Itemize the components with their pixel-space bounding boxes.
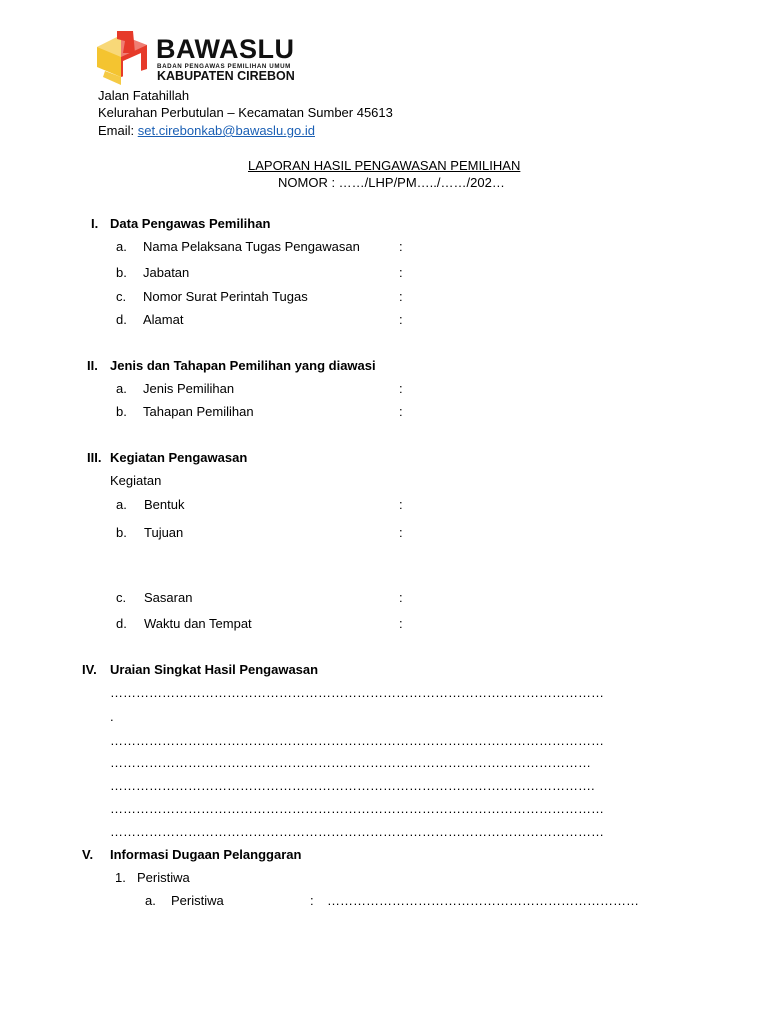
item-colon: :	[399, 616, 403, 631]
section-number: I.	[91, 216, 99, 231]
logo-subtitle: BADAN PENGAWAS PEMILIHAN UMUM	[157, 63, 291, 70]
item-label: Tahapan Pemilihan	[143, 404, 254, 419]
item-label: Nomor Surat Perintah Tugas	[143, 289, 308, 304]
item-letter: b.	[116, 525, 127, 540]
logo-name: BAWASLU	[156, 34, 295, 64]
subitem-number: 1.	[115, 870, 126, 885]
item-letter: b.	[116, 265, 127, 280]
item-value: ………………………………………………………………	[327, 893, 639, 908]
section-number: II.	[87, 358, 98, 373]
section-title: Uraian Singkat Hasil Pengawasan	[110, 662, 319, 677]
section-title: Informasi Dugaan Pelanggaran	[110, 847, 302, 862]
item-colon: :	[399, 239, 403, 254]
item-label: Waktu dan Tempat	[144, 616, 252, 631]
dotted-line: ……………………………………………………………………………………………………	[110, 824, 604, 839]
document-number: NOMOR : ……/LHP/PM…../……/202…	[278, 175, 505, 190]
dotted-line: …………………………………………………………………………………………………	[110, 755, 591, 770]
section-title: Data Pengawas Pemilihan	[110, 216, 271, 231]
item-colon: :	[399, 525, 403, 540]
item-colon: :	[399, 289, 403, 304]
dotted-line: .	[110, 709, 114, 724]
item-letter: a.	[116, 239, 127, 254]
item-label: Jabatan	[143, 265, 190, 280]
section-title: Jenis dan Tahapan Pemilihan yang diawasi	[110, 358, 376, 373]
item-letter: a.	[116, 497, 127, 512]
dotted-line: ……………………………………………………………………………………………………	[110, 801, 604, 816]
item-letter: d.	[116, 312, 127, 327]
item-label: Jenis Pemilihan	[143, 381, 235, 396]
item-colon: :	[399, 590, 403, 605]
dotted-line: ………………………………………………………………………………………………….	[110, 778, 595, 793]
dotted-line: ……………………………………………………………………………………………………	[110, 733, 604, 748]
item-label: Tujuan	[144, 525, 184, 540]
item-letter: a.	[116, 381, 127, 396]
item-colon: :	[310, 893, 314, 908]
logo-region: KABUPATEN CIREBON	[157, 69, 295, 83]
item-letter: b.	[116, 404, 127, 419]
item-label: Peristiwa	[171, 893, 224, 908]
item-colon: :	[399, 265, 403, 280]
item-label: Alamat	[143, 312, 184, 327]
email-link[interactable]: set.cirebonkab@bawaslu.go.id	[137, 123, 315, 138]
item-label: Sasaran	[144, 590, 193, 605]
item-label: Bentuk	[144, 497, 185, 512]
bawaslu-logo-icon	[95, 31, 151, 85]
address-line-1: Jalan Fatahillah	[98, 88, 190, 103]
dotted-line: ……………………………………………………………………………………………………	[110, 685, 604, 700]
item-letter: a.	[145, 893, 156, 908]
email-label: Email:	[98, 123, 138, 138]
document-title: LAPORAN HASIL PENGAWASAN PEMILIHAN	[248, 158, 521, 173]
item-colon: :	[399, 381, 403, 396]
address-line-2: Kelurahan Perbutulan – Kecamatan Sumber 45613	[98, 105, 393, 120]
section-subtitle: Kegiatan	[110, 473, 162, 488]
item-colon: :	[399, 404, 403, 419]
email-line	[98, 123, 315, 138]
item-letter: c.	[116, 590, 127, 605]
item-letter: d.	[116, 616, 127, 631]
subitem-label: Peristiwa	[137, 870, 190, 885]
section-number: V.	[82, 847, 94, 862]
section-title: Kegiatan Pengawasan	[110, 450, 248, 465]
item-colon: :	[399, 312, 403, 327]
item-label: Nama Pelaksana Tugas Pengawasan	[143, 239, 360, 254]
section-number: III.	[87, 450, 102, 465]
section-number: IV.	[82, 662, 97, 677]
item-colon: :	[399, 497, 403, 512]
item-letter: c.	[116, 289, 127, 304]
